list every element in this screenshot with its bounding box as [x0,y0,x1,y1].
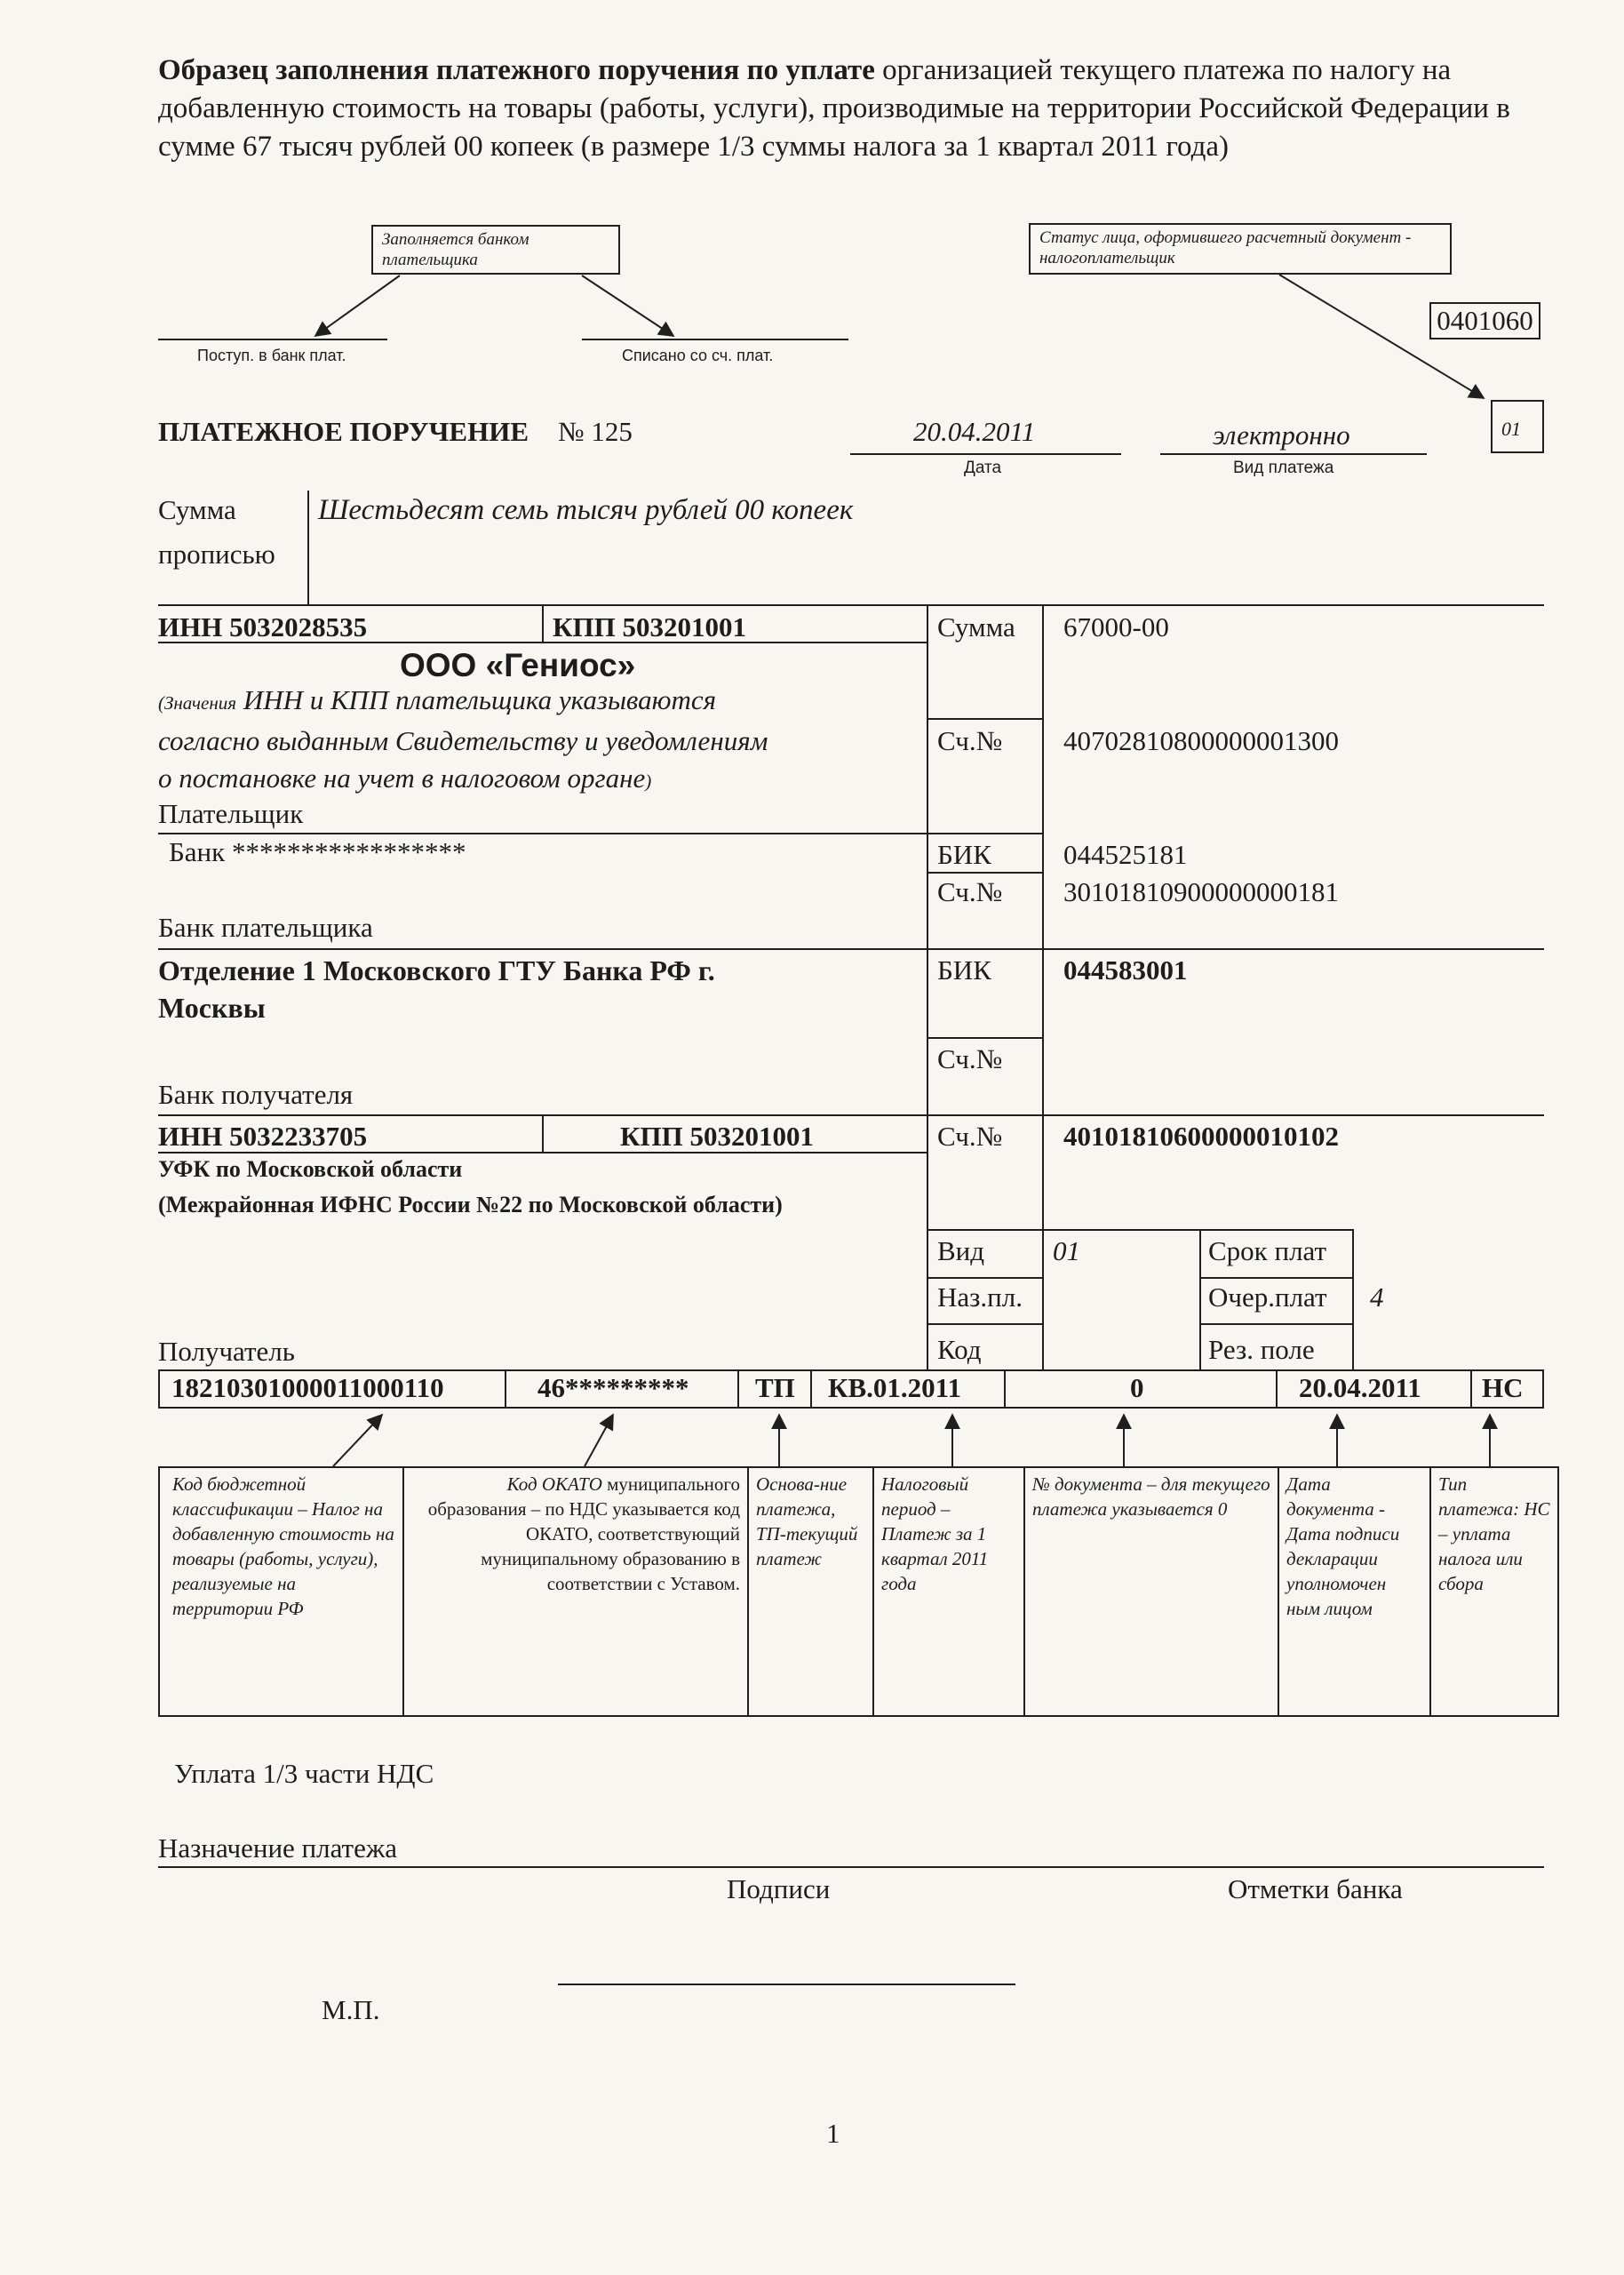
order-date: 20.04.2011 [913,416,1036,447]
recipient-account-value: 40101810600000010102 [1063,1121,1339,1152]
payer-note-line2: согласно выданным Свидетельству и уведомлениям [158,725,768,756]
kod-label: Код [937,1334,982,1365]
note-period: Налоговый период – Платеж за 1 квартал 2011 года [872,1466,1025,1717]
vid-value: 01 [1053,1235,1080,1266]
payer-name: ООО «Гениос» [400,647,636,683]
recipient-kpp: КПП 503201001 [620,1121,814,1152]
sum-label: Сумма [937,611,1015,643]
recipient-bik-label: БИК [937,954,991,986]
payer-note-line1: ИНН и КПП плательщика указываются [236,684,717,715]
date-label: Дата [964,459,1002,477]
field-kbk: 18210301000011000110 [171,1372,444,1403]
received-label: Поступ. в банк плат. [197,347,346,364]
order-number: № 125 [558,416,633,447]
sum-value: 67000-00 [1063,611,1169,643]
note-okato-rest: муниципального образования – по НДС указывается код ОКАТО, соответствующий муниципальному образованию в соответствии с Уставом. [427,1473,740,1594]
srok-label: Срок плат [1208,1235,1327,1266]
purpose-label: Назначение платежа [158,1832,398,1864]
order-title: ПЛАТЕЖНОЕ ПОРУЧЕНИЕ [158,416,529,447]
form-code: 0401060 [1429,302,1540,339]
payer-bik-label: БИК [937,839,991,870]
ocher-value: 4 [1370,1281,1384,1313]
payer-bank-line: Банк ***************** [169,836,466,867]
ocher-label: Очер.плат [1208,1281,1327,1313]
title-rest: организацией текущего платежа по налогу на добавленную стоимость на товары (работы, услуги), производимые на территории Российской Федерации в сумме 67 тысяч рублей 00 копеек (в размере 1/3 суммы налога за 1 квартал 2011 года) [158,54,1510,163]
recipient-bank-corr-label: Сч.№ [937,1043,1003,1074]
payer-corr-label: Сч.№ [937,876,1003,907]
payer-bik-value: 044525181 [1063,839,1188,870]
stamp-label: М.П. [322,1994,380,2025]
payer-bank-label: Банк плательщика [158,912,373,943]
field-period: КВ.01.2011 [828,1372,961,1403]
vid-label: Вид [937,1235,985,1266]
field-doc-num: 0 [1130,1372,1144,1403]
page-number: 1 [826,2118,840,2149]
bank-marks-label: Отметки банка [1228,1873,1403,1904]
note-doc-date: Дата документа - Дата подписи декларации уполномочен ным лицом [1278,1466,1431,1717]
payer-account-label: Сч.№ [937,725,1003,756]
purpose-text: Уплата 1/3 части НДС [174,1758,434,1789]
note-doc-num: № документа – для текущего платежа указывается 0 [1023,1466,1279,1717]
note-basis: Основа-ние платежа, ТП-текущий платеж [747,1466,874,1717]
bank-fill-note: Заполняется банком плательщика [371,225,620,275]
note-okato-italic: Код ОКАТО [506,1473,602,1495]
payment-type-label: Вид платежа [1233,459,1334,477]
debited-label: Списано со сч. плат. [622,347,774,364]
recipient-name-line1: УФК по Московской области [158,1156,463,1182]
recipient-bank-label: Банк получателя [158,1079,354,1110]
payer-note-close: ) [645,770,652,792]
status-code: 01 [1491,400,1544,453]
amount-words-value: Шестьдесят семь тысяч рублей 00 копеек [318,494,854,526]
title-bold: Образец заполнения платежного поручения по уплате [158,54,875,86]
note-pay-type: Тип платежа: НС – уплата налога или сбора [1429,1466,1559,1717]
field-doc-date: 20.04.2011 [1299,1372,1421,1403]
recipient-bank-line1: Отделение 1 Московского ГТУ Банка РФ г. [158,954,715,986]
recipient-label: Получатель [158,1336,295,1367]
payer-kpp: КПП 503201001 [553,611,746,643]
recipient-bik-value: 044583001 [1063,954,1188,986]
amount-words-label-2: прописью [158,539,275,570]
recipient-account-label: Сч.№ [937,1121,1003,1152]
amount-words-label-1: Сумма [158,494,236,525]
field-basis: ТП [755,1372,795,1403]
payer-note-line3: о постановке на учет в налоговом органе [158,762,646,794]
payment-type: электронно [1213,419,1350,451]
payer-account-value: 40702810800000001300 [1063,725,1339,756]
recipient-inn: ИНН 5032233705 [158,1121,368,1152]
note-kbk: Код бюджетной классификации – Налог на добавленную стоимость на товары (работы, услуги), реализуемые на территории РФ [158,1466,404,1717]
field-okato: 46********* [537,1372,689,1403]
status-note: Статус лица, оформившего расчетный документ - налогоплательщик [1029,223,1452,275]
recipient-bank-line2: Москвы [158,992,266,1024]
recipient-name-line2: (Межрайонная ИФНС России №22 по Московской области) [158,1192,783,1217]
signatures-label: Подписи [727,1873,831,1904]
payer-corr-value: 30101810900000000181 [1063,876,1339,907]
naz-label: Наз.пл. [937,1281,1023,1313]
payer-note-small: (Значения [158,692,237,714]
payer-inn: ИНН 5032028535 [158,611,368,643]
field-pay-type: НС [1482,1372,1524,1403]
rez-label: Рез. поле [1208,1334,1315,1365]
payer-label: Плательщик [158,798,304,829]
